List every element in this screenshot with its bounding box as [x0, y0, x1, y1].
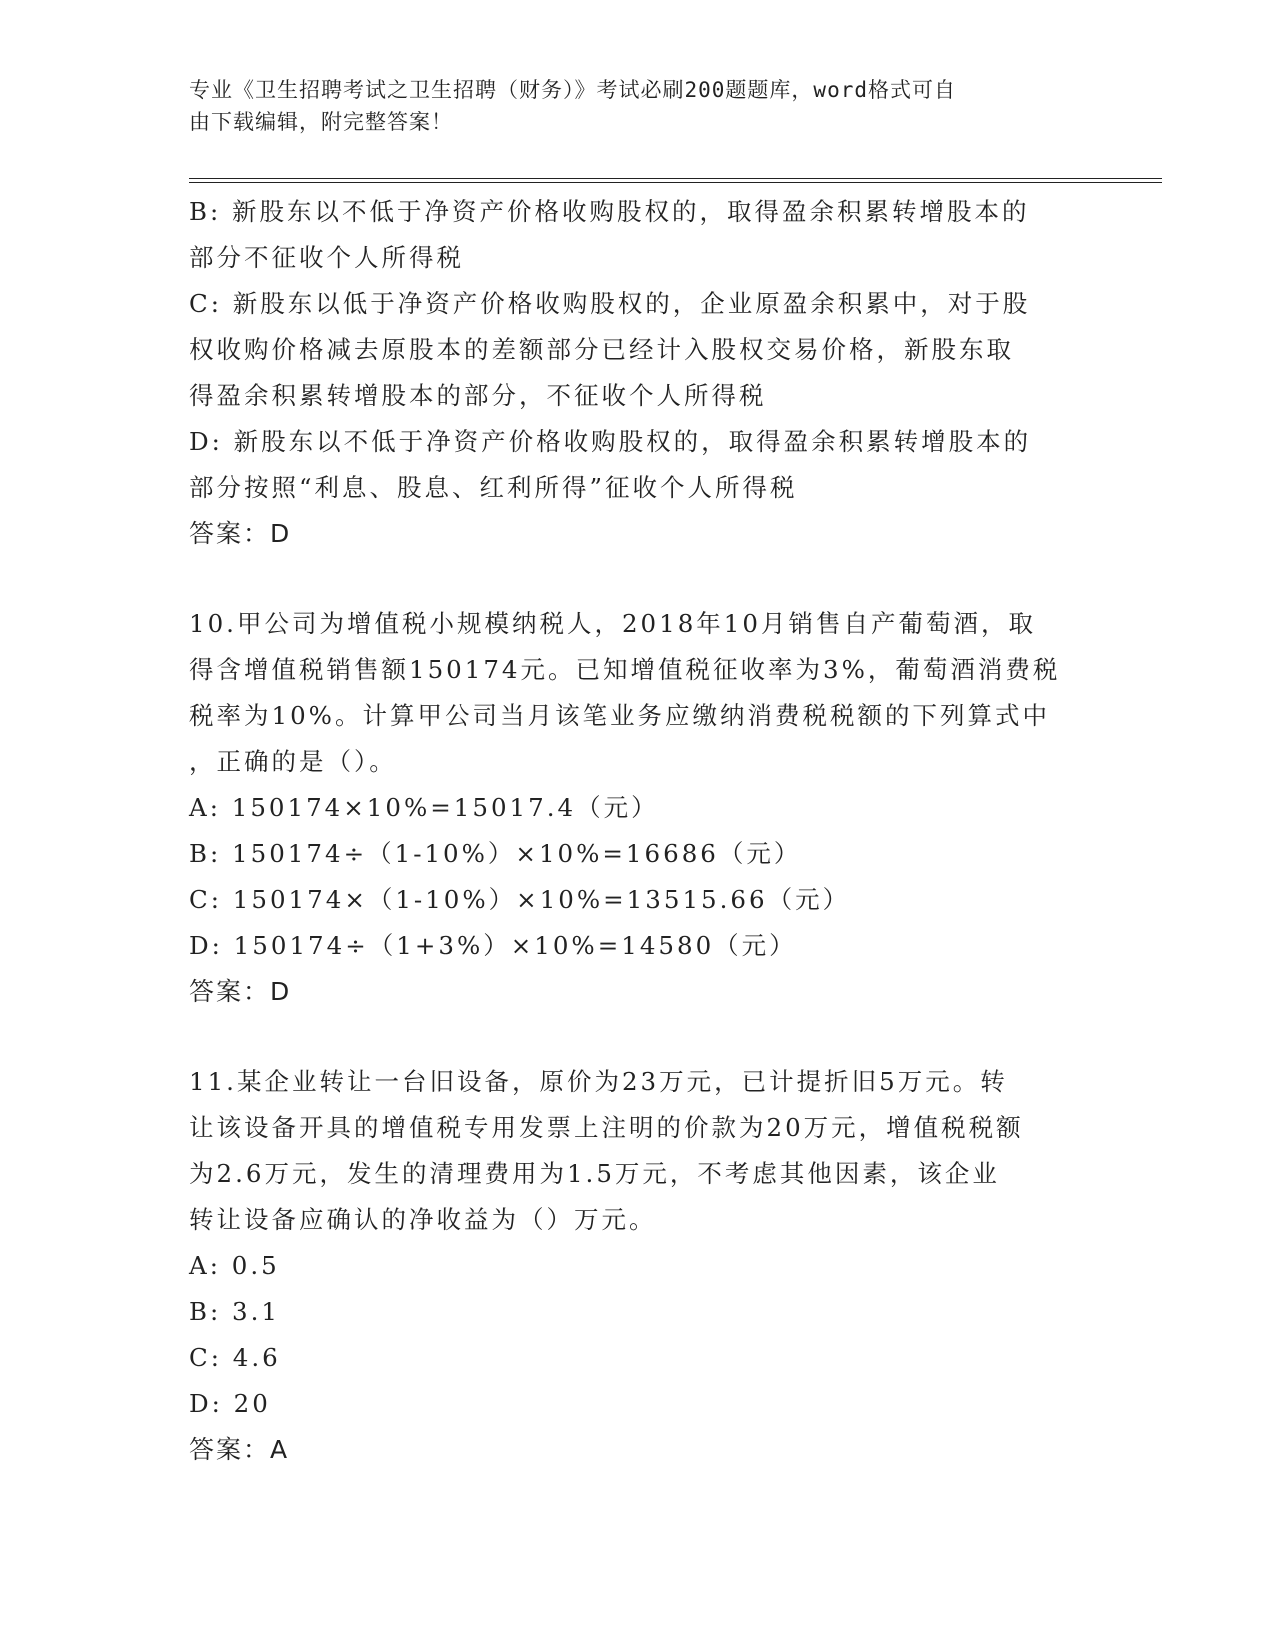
- q11-stem-line: 转让设备应确认的净收益为（）万元。: [189, 1205, 657, 1234]
- q9-answer: 答案：D: [189, 519, 292, 548]
- question-11: [189, 1059, 1089, 1473]
- question-spacer: [189, 1015, 1089, 1059]
- q9-option-c: [189, 281, 1089, 419]
- q11-option-c: C: 4.6: [189, 1343, 281, 1372]
- q9-option-d-line: 部分按照“利息、股息、红利所得”征收个人所得税: [189, 473, 798, 502]
- q9-option-b: [189, 189, 1089, 281]
- question-content: [189, 189, 1089, 1473]
- q9-option-c-line: C: 新股东以低于净资产价格收购股权的，企业原盈余积累中，对于股: [189, 289, 1031, 318]
- q11-answer: 答案：A: [189, 1435, 290, 1464]
- q10-option-a: A: 150174×10%=15017.4（元）: [189, 793, 659, 822]
- q9-option-d: [189, 419, 1089, 511]
- header-title-line-1: 专业《卫生招聘考试之卫生招聘（财务）》考试必刷200题题库，word格式可自: [189, 78, 956, 102]
- q10-option-b: B: 150174÷（1-10%）×10%=16686（元）: [189, 839, 802, 868]
- q10-option-d: D: 150174÷（1+3%）×10%=14580（元）: [189, 931, 797, 960]
- q10-stem-line: ，正确的是（）。: [189, 747, 397, 776]
- q9-option-b-line: 部分不征收个人所得税: [189, 243, 464, 272]
- q10-stem: [189, 601, 1089, 785]
- q9-option-c-line: 权收购价格减去原股本的差额部分已经计入股权交易价格，新股东取: [189, 335, 1014, 364]
- q10-stem-line: 税率为10%。计算甲公司当月该笔业务应缴纳消费税税额的下列算式中: [189, 701, 1050, 730]
- q9-option-b-line: B: 新股东以不低于净资产价格收购股权的，取得盈余积累转增股本的: [189, 197, 1030, 226]
- q11-stem-line: 11.某企业转让一台旧设备，原价为23万元，已计提折旧5万元。转: [189, 1067, 1008, 1096]
- question-10: [189, 601, 1089, 1015]
- q11-option-d: D: 20: [189, 1389, 271, 1418]
- q10-answer: 答案：D: [189, 977, 292, 1006]
- header-title-line-2: 由下载编辑，附完整答案！: [189, 110, 453, 134]
- q11-option-b: B: 3.1: [189, 1297, 281, 1326]
- q10-stem-line: 10.甲公司为增值税小规模纳税人，2018年10月销售自产葡萄酒，取: [189, 609, 1036, 638]
- q9-option-d-line: D: 新股东以不低于净资产价格收购股权的，取得盈余积累转增股本的: [189, 427, 1032, 456]
- q11-stem-line: 让该设备开具的增值税专用发票上注明的价款为20万元，增值税税额: [189, 1113, 1024, 1142]
- q9-option-c-line: 得盈余积累转增股本的部分，不征收个人所得税: [189, 381, 767, 410]
- header-divider: [189, 178, 1162, 183]
- q11-stem: [189, 1059, 1089, 1243]
- q10-option-c: C: 150174×（1-10%）×10%=13515.66（元）: [189, 885, 851, 914]
- question-9: [189, 189, 1089, 557]
- question-spacer: [189, 557, 1089, 601]
- q11-stem-line: 为2.6万元，发生的清理费用为1.5万元，不考虑其他因素，该企业: [189, 1159, 1000, 1188]
- document-header: [189, 74, 1069, 138]
- q10-stem-line: 得含增值税销售额150174元。已知增值税征收率为3%，葡萄酒消费税: [189, 655, 1061, 684]
- q11-option-a: A: 0.5: [189, 1251, 280, 1280]
